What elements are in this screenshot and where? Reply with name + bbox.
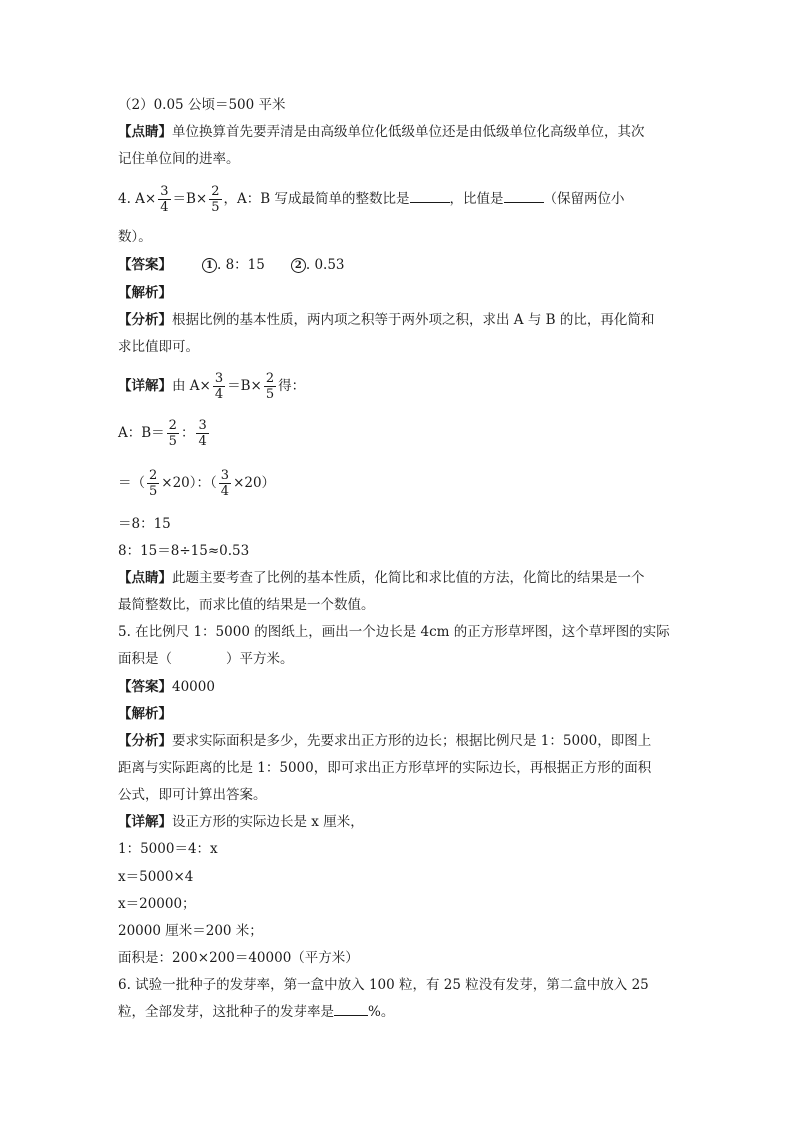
- question-5: 5. 在比例尺 1：5000 的图纸上，画出一个边长是 4cm 的正方形草坪图，这个草坪图的实际: [118, 624, 670, 640]
- tip-paragraph: 【点睛】单位换算首先要弄清是由高级单位化低级单位还是由低级单位化高级单位，其次: [118, 124, 645, 140]
- detail-5: 【详解】设正方形的实际边长是 x 厘米，: [118, 814, 364, 830]
- analysis-heading: 【解析】: [118, 285, 172, 301]
- circled-number-1: 1: [202, 258, 217, 273]
- circled-number-2: 2: [291, 258, 306, 273]
- fraction: $\frac{3}{4}$: [220, 468, 230, 499]
- question-4-cont: 数）。: [118, 229, 152, 245]
- fraction: $\frac{2}{5}$: [265, 371, 275, 402]
- fraction: $\frac{2}{5}$: [149, 468, 158, 499]
- fraction: $\frac{2}{5}$: [211, 184, 220, 215]
- equation-4: 8：15＝8÷15≈0.53: [118, 543, 250, 559]
- answer-blank: [410, 190, 450, 203]
- tip-paragraph-cont: 记住单位间的进率。: [118, 151, 240, 167]
- tip-4-cont: 最简整数比，而求比值的结果是一个数值。: [118, 597, 375, 613]
- analysis-5-line3: 公式，即可计算出答案。: [118, 787, 267, 803]
- fraction: $\frac{2}{5}$: [168, 418, 177, 449]
- analysis-heading: 【解析】: [118, 706, 172, 722]
- detail-4: 【详解】由 A× $\frac{3}{4}$ ＝B× $\frac{2}{5}$ 得：: [118, 371, 306, 402]
- tip-4: 【点睛】此题主要考查了比例的基本性质，化简比和求比值的方法，化简比的结果是一个: [118, 570, 645, 586]
- step-3: x＝20000；: [118, 896, 196, 912]
- question-5-cont: 面积是（ ）平方米。: [118, 651, 294, 667]
- step-1: 1：5000＝4：x: [118, 841, 218, 857]
- answer-4: 【答案】 1 . 8：15 2 . 0.53: [118, 257, 345, 273]
- answer-blank: [334, 1003, 368, 1016]
- step-2: x＝5000×4: [118, 869, 194, 885]
- fraction: $\frac{3}{4}$: [198, 418, 207, 449]
- analysis-5: 【分析】要求实际面积是多少，先要求出正方形的边长；根据比例尺是 1：5000，即图上: [118, 733, 652, 749]
- analysis-4: 【分析】根据比例的基本性质，两内项之积等于两外项之积，求出 A 与 B 的比，再化简和: [118, 312, 655, 328]
- equation-2: ＝（ $\frac{2}{5}$ ×20）：（ $\frac{3}{4}$ ×20）: [118, 468, 276, 499]
- analysis-4-cont: 求比值即可。: [118, 339, 199, 355]
- question-6-cont: 粒，全部发芽，这批种子的发芽率是 %。: [118, 1004, 395, 1020]
- tip-tag: 【点睛】: [118, 124, 172, 140]
- answer-blank: [504, 190, 544, 203]
- answer-5: 【答案】40000: [118, 679, 215, 695]
- step-4: 20000 厘米＝200 米；: [118, 923, 263, 939]
- question-6: 6. 试验一批种子的发芽率，第一盒中放入 100 粒，有 25 粒没有发芽，第二盒中放入 25: [118, 977, 649, 993]
- fraction: $\frac{3}{4}$: [160, 184, 169, 215]
- answer-part-2: （2）0.05 公顷＝500 平米: [118, 97, 286, 113]
- fraction: $\frac{3}{4}$: [214, 371, 224, 402]
- question-4: 4. A× $\frac{3}{4}$ ＝B× $\frac{2}{5}$ ，A：B 写成最简单的整数比是 ，比值是 （保留两位小: [118, 184, 625, 215]
- equation-3: ＝8：15: [118, 516, 171, 532]
- step-5: 面积是：200×200＝40000（平方米）: [118, 950, 359, 966]
- analysis-5-line2: 距离与实际距离的比是 1：5000，即可求出正方形草坪的实际边长，再根据正方形的面积: [118, 760, 652, 776]
- equation-1: A：B＝ $\frac{2}{5}$ ： $\frac{3}{4}$: [118, 418, 207, 449]
